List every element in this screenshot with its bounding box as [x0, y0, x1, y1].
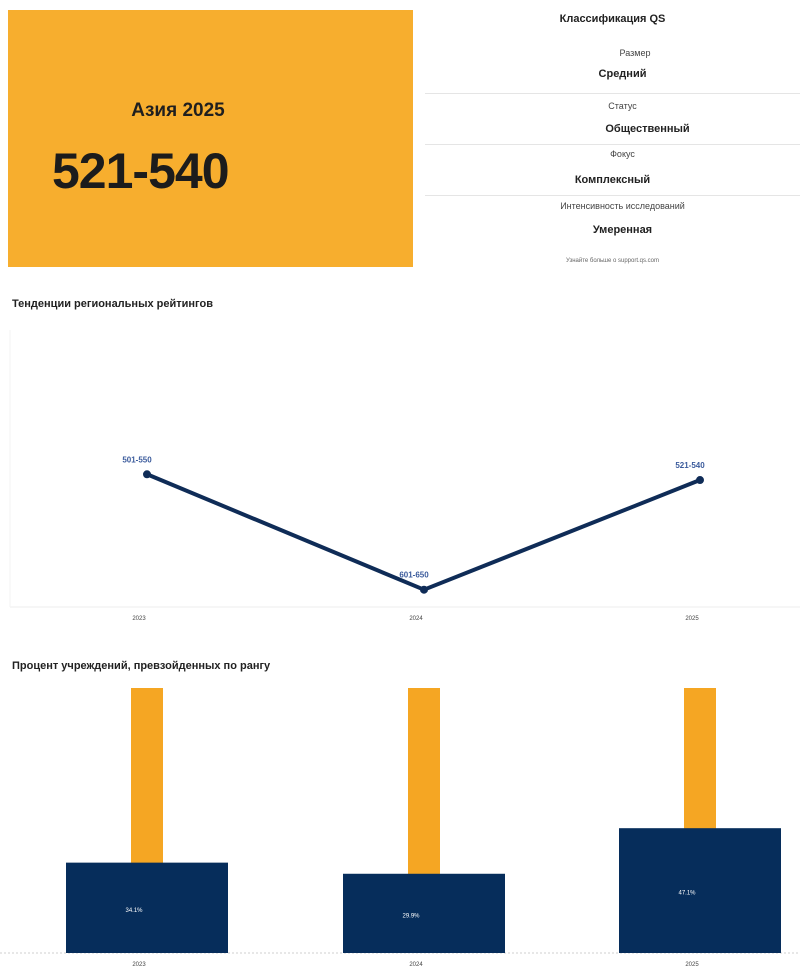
bar-value-label: 29.9%: [402, 913, 420, 920]
size-value: Средний: [598, 68, 647, 80]
focus-label: Фокус: [610, 149, 635, 159]
x-tick-label: 2024: [409, 616, 423, 622]
rank-point: [420, 586, 428, 594]
x-tick-label: 2023: [132, 616, 146, 622]
rank-point-label: 501-550: [122, 455, 152, 465]
percent-bar: [619, 828, 781, 953]
x-tick-label: 2025: [685, 962, 699, 968]
divider: [425, 93, 800, 94]
status-label: Статус: [608, 101, 637, 111]
rank-value: 521-540: [52, 143, 229, 199]
focus-value: Комплексный: [574, 174, 651, 186]
bar-value-label: 34.1%: [125, 907, 143, 914]
rank-point: [143, 470, 151, 478]
bar-value-label: 47.1%: [678, 890, 696, 897]
qs-classification-title: Классификация QS: [559, 13, 666, 25]
divider: [425, 195, 800, 196]
x-tick-label: 2024: [409, 962, 423, 968]
rank-point-label: 521-540: [675, 461, 705, 471]
percent-bar: [343, 874, 505, 953]
rank-point-label: 601-650: [399, 570, 429, 580]
institutions-surpassed-chart: [0, 677, 800, 977]
qs-classification-panel: [425, 8, 800, 273]
institutions-surpassed-title: Процент учреждений, превзойденных по рангу: [12, 660, 271, 672]
qs-footer-link[interactable]: Узнайте больше о support.qs.com: [565, 258, 660, 264]
research-intensity-label: Интенсивность исследований: [560, 201, 685, 211]
divider: [425, 144, 800, 145]
ranking-trend-title: Тенденции региональных рейтингов: [12, 298, 213, 310]
ranking-trend-chart: [0, 300, 800, 630]
x-tick-label: 2025: [685, 616, 699, 622]
rank-point: [696, 476, 704, 484]
percent-bar: [66, 863, 228, 953]
rank-card: [8, 10, 413, 267]
size-label: Размер: [619, 48, 651, 58]
rank-region-label: Азия 2025: [131, 100, 225, 121]
research-intensity-value: Умеренная: [592, 224, 653, 236]
status-value: Общественный: [605, 123, 690, 135]
x-tick-label: 2023: [132, 962, 146, 968]
